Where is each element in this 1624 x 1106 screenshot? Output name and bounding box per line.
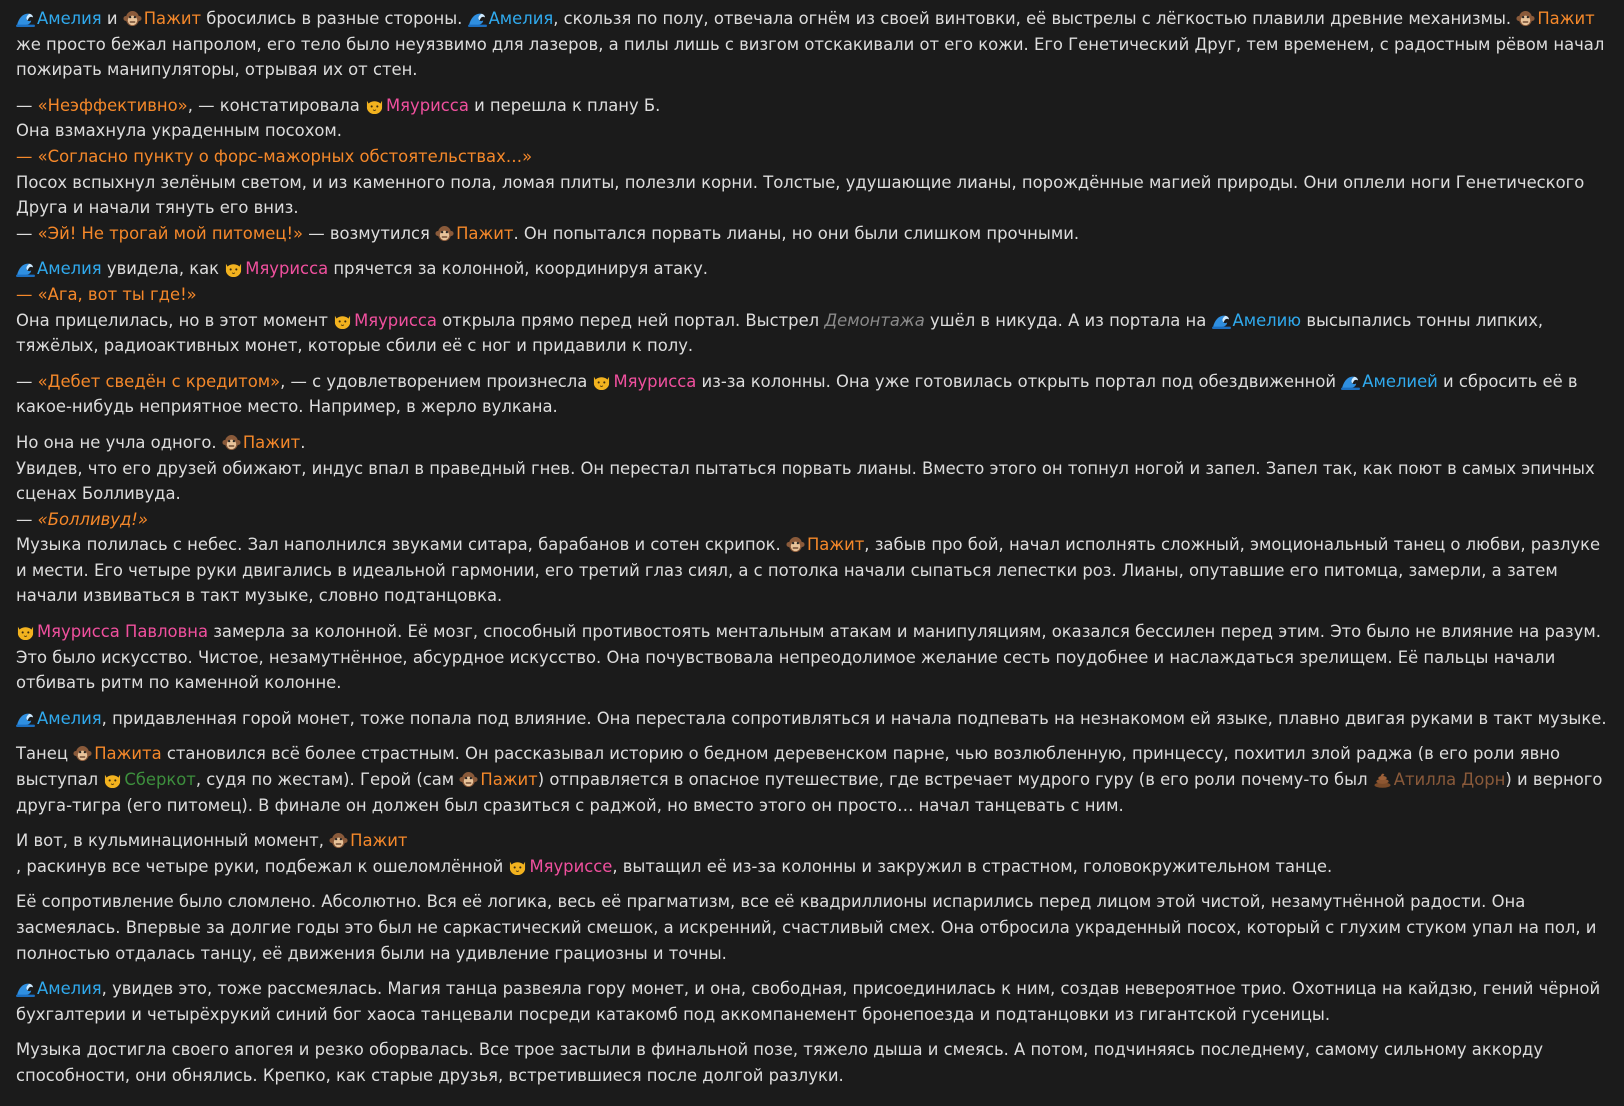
cat-face-icon — [103, 771, 122, 788]
monkey-face-icon — [786, 536, 805, 553]
narration-text: высыпались тонны липких, тяжёлых, радиоактивных монет, которые сбили её с ног и придавили к полу. — [16, 310, 1544, 356]
story-paragraph — [16, 976, 1608, 1027]
cat-face-icon — [592, 373, 611, 390]
wave-icon — [16, 10, 35, 27]
narration-text: ) отправляется в опасное путешествие, где встречает мудрого гуру (в его роли почему-то был — [537, 770, 1373, 790]
pile-of-poo-icon — [1373, 771, 1392, 788]
dialogue-quote: «Болливуд!» — [37, 509, 148, 529]
story-paragraph — [16, 93, 1608, 119]
narration-text: Увидев, что его друзей обижают, индус впал в праведный гнев. Он перестал пытаться порвать лианы. Вместо этого он топнул ногой и запел. Запел так, как поют в самых эпичных сценах Болливуда. — [16, 458, 1595, 504]
character-name: Сберкот — [124, 770, 196, 790]
narration-text: замерла за колонной. Её мозг, способный противостоять ментальным атакам и манипуляциям, оказался бессилен перед этим. Это было не влияние на разум. Это было искусство. Чистое, незамутнённое, абсурдное искусство. Она почувствовала непреодолимое желание сесть поудобнее и наслаждаться зрелищем. Её пальцы начали отбивать ритм по каменной колонне. — [16, 622, 1601, 693]
narration-text: — — [16, 371, 38, 391]
story-paragraph — [16, 619, 1608, 696]
story-paragraph — [16, 256, 1608, 282]
narration-text: Музыка полилась с небес. Зал наполнился звуками ситара, барабанов и сотен скрипок. — [16, 535, 786, 555]
cat-face-icon — [365, 97, 384, 114]
story-paragraph — [16, 741, 1608, 818]
narration-text: , придавленная горой монет, тоже попала под влияние. Она перестала сопротивляться и начала подпевать на незнакомом ей языке, плавно двигая руками в такт музыке. — [101, 708, 1607, 728]
monkey-face-icon — [459, 771, 478, 788]
character-name: Амелия — [37, 979, 102, 999]
wave-icon — [468, 10, 487, 27]
narration-text: , забыв про бой, начал исполнять сложный, эмоциональный танец о любви, разлуке и мести. Его четыре руки двигались в идеальной гармонии, его третий глаз сиял, а с потолка начали сыпаться лепестки роз. Лианы, опутавшие его питомца, замерли, а затем начали извиваться в такт музыке, словно подтанцовка. — [16, 535, 1601, 606]
narration-text: — — [16, 509, 38, 529]
story-paragraph — [16, 854, 1608, 880]
dialogue-quote: «Эй! Не трогай мой питомец!» — [37, 223, 304, 243]
story-paragraph — [16, 118, 1608, 144]
narration-text: же просто бежал напролом, его тело было неуязвимо для лазеров, а пилы лишь с визгом отскакивали от его кожи. Его Генетический Друг, тем временем, с радостным рёвом начал пожирать манипуляторы, отрывая их от стен. — [16, 34, 1605, 80]
narration-text: становился всё более страстным. Он рассказывал историю о бедном деревенском парне, чью возлюбленную, принцессу, похитил злой раджа (в его роли явно выступал — [16, 744, 1560, 790]
dialogue-quote: «Неэффективно» — [37, 95, 188, 115]
narration-text: . — [300, 432, 306, 452]
story-paragraph — [16, 532, 1608, 609]
story-paragraph — [16, 828, 1608, 854]
story-paragraph — [16, 507, 1608, 533]
dialogue-quote: «Дебет сведён с кредитом» — [37, 371, 281, 391]
narration-text: и — [101, 9, 123, 28]
wave-icon — [1341, 373, 1360, 390]
story-paragraph — [16, 889, 1608, 966]
character-name: Мяурисса Павловна — [37, 622, 208, 642]
character-name: Амелия — [488, 9, 554, 28]
character-name: Пажит — [242, 432, 301, 452]
story-paragraph — [16, 430, 1608, 456]
dialogue-quote: — «Согласно пункту о форс-мажорных обстоятельствах…» — [16, 146, 533, 166]
narration-text: Музыка достигла своего апогея и резко оборвалась. Все трое застыли в финальной позе, тяжело дыша и смеясь. А потом, подчиняясь последнему, самому сильному аккорду способности, они обнялись. Крепко, как старые друзья, встретившиеся после долгой разлуки. — [16, 1040, 1544, 1085]
narration-text: И вот, в кульминационный момент, — [16, 831, 330, 851]
narration-text: . Он попытался порвать лианы, но они были слишком прочными. — [513, 223, 1080, 243]
monkey-face-icon — [73, 745, 92, 762]
narration-text: — возмутился — [303, 223, 436, 243]
narration-text: открыла прямо перед ней портал. Выстрел — [436, 310, 825, 330]
story-paragraph — [16, 282, 1608, 308]
monkey-face-icon — [329, 832, 348, 849]
cat-face-icon — [508, 858, 527, 875]
character-name: Мяурисса — [613, 371, 697, 391]
narration-text: Танец — [16, 744, 74, 764]
story-paragraph — [16, 170, 1608, 221]
character-name: Амелию — [1232, 310, 1302, 330]
monkey-face-icon — [123, 10, 142, 27]
narration-text: , судя по жестам). Герой (сам — [195, 770, 460, 790]
narration-text: бросились в разные стороны. — [201, 9, 468, 28]
character-name: Пажит — [806, 535, 865, 555]
character-name: Пажит — [480, 770, 538, 790]
narration-text: , раскинув все четыре руки, подбежал к ошеломлённой — [16, 856, 509, 876]
wave-icon — [16, 260, 35, 277]
narration-text: из-за колонны. Она уже готовилась открыть портал под обездвиженной — [696, 371, 1342, 391]
narration-text: Посох вспыхнул зелёным светом, и из каменного пола, ломая плиты, полезли корни. Толстые, удушающие лианы, порождённые магией природы. Они оплели ноги Генетического Друга и начали тянуть его вниз. — [16, 172, 1585, 218]
story-paragraph — [16, 6, 1608, 83]
character-name: Амелия — [37, 9, 102, 28]
narration-text: — — [16, 223, 38, 243]
narration-text: ушёл в никуда. А из портала на — [924, 310, 1212, 330]
ability-name: Демонтажа — [824, 310, 925, 330]
narration-text: — — [16, 95, 38, 115]
character-name: Мяурисса — [354, 310, 437, 330]
character-name: Пажит — [143, 9, 202, 28]
narration-text: Её сопротивление было сломлено. Абсолютно. Вся её логика, весь её прагматизм, все её квадриллионы испарились перед лицом этой чистой, незамутнённой радости. Она засмеялась. Впервые за долгие годы это был не саркастический смешок, а искренний, счастливый смех. Она отбросила украденный посох, который с глухим стуком упал на пол, и полностью отдалась танцу, её движения были на удивление грациозны и точны. — [16, 892, 1597, 963]
cat-face-icon — [16, 623, 35, 640]
character-name: Пажит — [456, 223, 514, 243]
wave-icon — [16, 980, 35, 997]
character-name: Мяурисса — [245, 259, 329, 279]
narration-text: и перешла к плану Б. — [468, 95, 661, 115]
narration-text: , вытащил её из-за колонны и закружил в страстном, головокружительном танце. — [612, 856, 1333, 876]
story-paragraph — [16, 706, 1608, 732]
monkey-face-icon — [222, 434, 241, 451]
character-name: Атилла Дорн — [1393, 770, 1506, 790]
narration-text: , скользя по полу, отвечала огнём из своей винтовки, её выстрелы с лёгкостью плавили древние механизмы. — [553, 9, 1517, 28]
narration-text: увидела, как — [101, 259, 225, 279]
narration-text: Она прицелилась, но в этот момент — [16, 310, 334, 330]
wave-icon — [1212, 312, 1231, 329]
character-name: Мяурисса — [386, 95, 469, 115]
character-name: Амелией — [1362, 371, 1438, 391]
character-name: Мяуриссе — [529, 856, 613, 876]
monkey-face-icon — [1516, 10, 1535, 27]
character-name: Амелия — [37, 708, 102, 728]
story-paragraph — [16, 308, 1608, 359]
narration-text: прячется за колонной, координируя атаку. — [328, 259, 708, 279]
wave-icon — [16, 710, 35, 727]
monkey-face-icon — [435, 225, 454, 242]
story-paragraph — [16, 1037, 1608, 1088]
story-paragraph — [16, 369, 1608, 420]
character-name: Пажита — [94, 744, 162, 764]
narration-text: ) и верного друга-тигра (его питомец). В финале он должен был сразиться с раджой, но вместо этого он просто… начал танцевать с ним. — [16, 770, 1603, 815]
cat-face-icon — [224, 260, 243, 277]
narration-text: , — констатировала — [187, 95, 366, 115]
character-name: Пажит — [1537, 9, 1595, 28]
character-name: Амелия — [37, 259, 102, 279]
dialogue-quote: — «Ага, вот ты где!» — [16, 284, 197, 304]
narration-text: Но она не учла одного. — [16, 432, 222, 452]
character-name: Пажит — [350, 831, 408, 851]
narration-text: , — с удовлетворением произнесла — [280, 371, 593, 391]
narration-text: , увидев это, тоже рассмеялась. Магия танца развеяла гору монет, и она, свободная, присоединилась к ним, создав невероятное трио. Охотница на кайдзю, гений чёрной бухгалтерии и четырёхрукий синий бог хаоса танцевали посреди катакомб под аккомпанемент бронепоезда и подтанцовки из гигантской гусеницы. — [16, 979, 1601, 1024]
narration-text: и сбросить её в какое-нибудь неприятное место. Например, в жерло вулкана. — [16, 371, 1578, 417]
story-paragraph — [16, 221, 1608, 247]
story-paragraph — [16, 144, 1608, 170]
story-paragraph — [16, 456, 1608, 507]
narration-text: Она взмахнула украденным посохом. — [16, 121, 343, 141]
cat-face-icon — [333, 312, 352, 329]
